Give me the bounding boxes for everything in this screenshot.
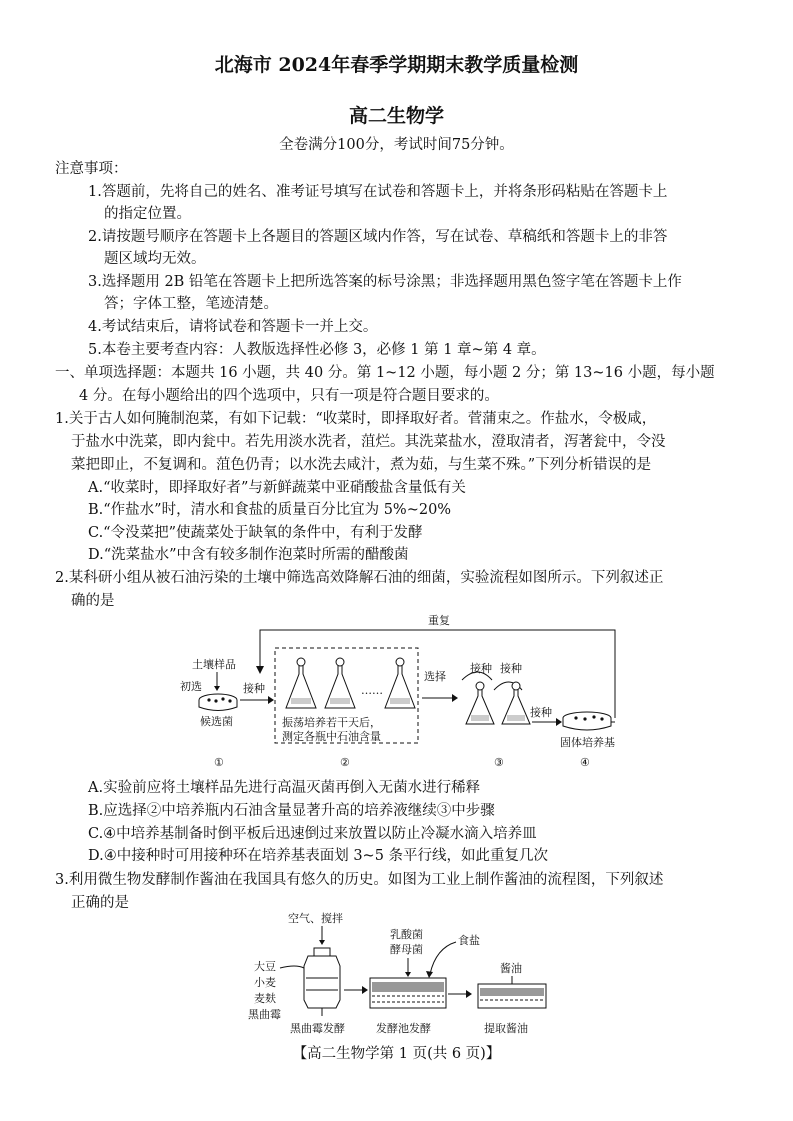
repeat-arrow-head [256,666,264,674]
ellipsis-label: …… [361,684,383,697]
flask-icon-3 [385,658,415,708]
soy-sauce-label: 酱油 [500,962,522,975]
q1-stem-line-2: 于盐水中洗菜，即内瓮中。若先用淡水洗者，菹烂。其洗菜盐水，澄取清者，泻著瓮中，令没 [71,434,666,450]
extraction-tank-icon [478,984,546,1008]
shake-note-1: 振荡培养若干天后， [282,716,381,729]
note-item-5: 5.本卷主要考查内容：人教版选择性必修 3，必修 1 第 1 章~第 4 章。 [88,342,546,358]
note-item-1: 1.答题前，先将自己的姓名、准考证号填写在试卷和答题卡上，并将条形码粘贴在答题卡上 [88,184,668,200]
fermenter-tank-icon [304,948,340,1016]
flask-icon-5 [502,682,530,724]
exam-info: 全卷满分100分，考试时间75分钟。 [279,137,514,153]
ingredient-bran: 麦麸 [254,992,276,1005]
q1-option-b: B.“作盐水”时，清水和食盐的质量百分比宜为 5%~20% [88,502,452,518]
note-item-2: 2.请按题号顺序在答题卡上各题目的答题区域内作答，写在试卷、草稿纸和答题卡上的非答 [88,229,668,245]
page-footer: 【高二生物学第 1 页(共 6 页)】 [292,1046,501,1062]
salt-label: 食盐 [458,934,480,947]
note-item-3-cont: 答；字体工整，笔迹清楚。 [104,296,278,312]
q2-option-a: A.实验前应将土壤样品先进行高温灭菌再倒入无菌水进行稀释 [88,780,481,796]
shake-note-2: 测定各瓶中石油含量 [282,730,381,743]
q1-option-c: C.“令没菜把”使蔬菜处于缺氧的条件中，有利于发酵 [88,525,423,541]
petri-dish-icon [199,694,237,711]
ingredient-wheat: 小麦 [254,976,276,989]
solid-medium-label: 固体培养基 [560,736,615,749]
note-item-3: 3.选择题用 2B 铅笔在答题卡上把所选答案的标号涂黑；非选择题用黑色签字笔在答题卡上作 [88,274,682,290]
step-4-label: ④ [580,756,590,769]
q1-stem-line-3: 菜把即止，不复调和。菹色仍青；以水洗去咸汁，煮为茹，与生菜不殊。”下列分析错误的是 [71,457,652,473]
step-2-label: ② [340,756,350,769]
q3-figure [240,908,560,1038]
q3-stem-line-2: 正确的是 [71,895,129,911]
step-1-label: ① [214,756,224,769]
q2-option-d: D.④中接种时可用接种环在培养基表面划 3~5 条平行线，如此重复几次 [88,848,549,864]
q2-option-b: B.应选择②中培养瓶内石油含量显著升高的培养液继续③中步骤 [88,803,495,819]
note-item-2-cont: 题区域均无效。 [104,251,206,267]
fermentation-tank-icon [370,978,446,1008]
q2-stem-line-1: 2.某科研小组从被石油污染的土壤中筛选高效降解石油的细菌，实验流程如图所示。下列叙述正 [55,570,664,586]
note-item-4: 4.考试结束后，请将试卷和答题卡一并上交。 [88,319,378,335]
yeast-label: 酵母菌 [390,943,423,956]
inoculate-label-1: 接种 [243,682,265,695]
select-label: 选择 [424,670,446,683]
repeat-label: 重复 [428,614,450,627]
exam-title: 北海市 2024年春季学期期末教学质量检测 [214,54,579,76]
q1-option-a: A.“收菜时，即择取好者”与新鲜蔬菜中亚硝酸盐含量低有关 [88,480,466,496]
lactic-bacteria-label: 乳酸菌 [390,928,423,941]
air-stir-label: 空气、搅拌 [288,912,343,925]
flask-icon-1 [286,658,316,708]
section-heading: 一、单项选择题：本题共 16 小题，共 40 分。第 1~12 小题，每小题 2 分；第 13~16 小题，每小题 [55,365,715,381]
q2-stem-line-2: 确的是 [71,593,115,609]
q2-figure [160,610,630,770]
ingredient-soybean: 大豆 [254,960,276,973]
stage-3-label: 提取酱油 [484,1022,528,1035]
note-item-1-cont: 的指定位置。 [104,206,191,222]
candidate-label: 候选菌 [200,715,233,728]
stage-2-label: 发酵池发酵 [376,1022,431,1035]
step-3-label: ③ [494,756,504,769]
stage-1-label: 黑曲霉发酵 [290,1022,345,1035]
inoculate-label-4: 接种 [530,706,552,719]
soil-sample-label: 土壤样品 [192,658,236,671]
q2-option-c: C.④中培养基制备时倒平板后迅速倒过来放置以防止冷凝水滴入培养皿 [88,826,537,842]
section-heading-cont: 4 分。在每小题给出的四个选项中，只有一项是符合题目要求的。 [79,388,499,404]
inoculate-label-3: 接种 [500,662,522,675]
flask-icon-4 [466,682,494,724]
notes-heading: 注意事项： [55,161,128,177]
initial-screen-label: 初选 [180,680,202,693]
q1-option-d: D.“洗菜盐水”中含有较多制作泡菜时所需的醋酸菌 [88,547,409,563]
inoculate-label-2: 接种 [470,662,492,675]
q3-stem-line-1: 3.利用微生物发酵制作酱油在我国具有悠久的历史。如图为工业上制作酱油的流程图，下列叙述 [55,872,664,888]
subject-title: 高二生物学 [348,105,444,127]
ingredient-aspergillus: 黑曲霉 [248,1008,281,1021]
q1-stem-line-1: 1.关于古人如何腌制泡菜，有如下记载：“收菜时，即择取好者。菅蒲束之。作盐水，令极咸， [55,411,657,427]
flask-icon-2 [325,658,355,708]
petri-dish-icon-2 [563,712,611,730]
